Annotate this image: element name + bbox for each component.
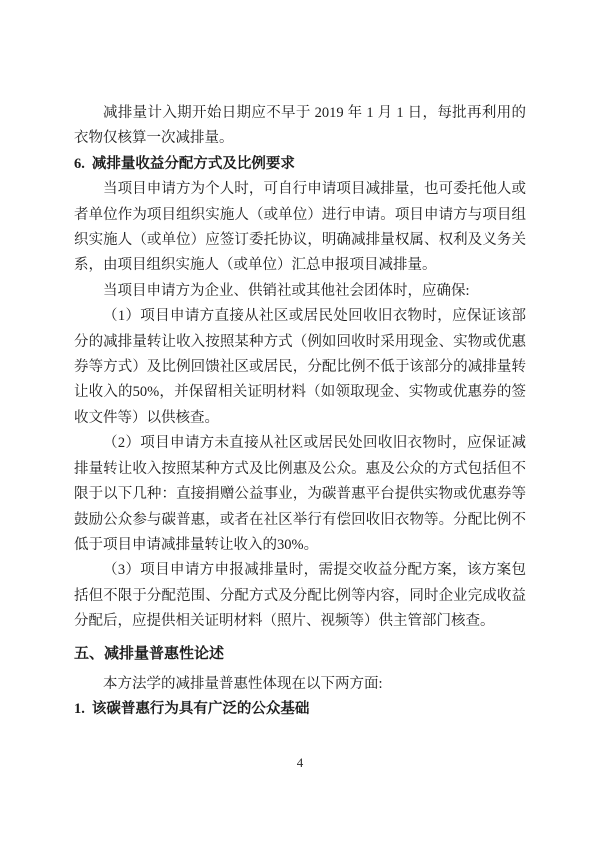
heading-public-basis xyxy=(74,697,526,722)
paragraph-crediting-period: 减排量计入期开始日期应不早于 2019 年 1 月 1 日，每批再利用的衣物仅核算一次减排量。 xyxy=(74,105,526,147)
paragraph-universality-intro: 本方法学的减排量普惠性体现在以下两方面: xyxy=(103,675,383,692)
page-content xyxy=(74,101,526,723)
heading-benefit-number: 6. xyxy=(74,155,85,172)
paragraph-item-2: （2）项目申请方未直接从社区或居民处回收旧衣物时，应保证减排量转让收入按照某种方式及比例惠及公众。惠及公众的方式包括但不限于以下几种：直接捐赠公益事业，为碳普惠平台提供实物或优惠券等鼓励公众参与碳普惠，或者在社区举行有偿回收旧衣物等。分配比例不低于项目申请减排量转让收入的30%。 xyxy=(74,435,526,553)
page-number: 4 xyxy=(296,755,304,770)
heading-benefit-text: 减排量收益分配方式及比例要求 xyxy=(91,155,295,172)
paragraph-item-3: （3）项目申请方申报减排量时，需提交收益分配方案，该方案包括但不限于分配范围、分配方式及分配比例等内容，同时企业完成收益分配后，应提供相关证明材料（照片、视频等）供主管部门核查。 xyxy=(74,562,526,630)
paragraph-item-1: （1）项目申请方直接从社区或居民处回收旧衣物时，应保证该部分的减排量转让收入按照某种方式（例如回收时采用现金、实物或优惠券等方式）及比例回馈社区或居民，分配比例不低于该部分的减排量转让收入的50%，并保留相关证明材料（如领取现金、实物或优惠券的签收文件等）以供核查。 xyxy=(74,308,526,426)
paragraph-individual-applicant: 当项目申请方为个人时，可自行申请项目减排量，也可委托他人或者单位作为项目组织实施人（或单位）进行申请。项目申请方与项目组织实施人（或单位）应签订委托协议，明确减排量权属、权利及义务关系，由项目组织实施人（或单位）汇总申报项目减排量。 xyxy=(74,181,526,274)
heading-section-five: 五、减排量普惠性论述 xyxy=(74,644,225,662)
heading-public-basis-text: 该碳普惠行为具有广泛的公众基础 xyxy=(91,701,310,718)
paragraph-organization-applicant: 当项目申请方为企业、供销社或其他社会团体时，应确保: xyxy=(103,282,470,299)
heading-public-basis-number: 1. xyxy=(74,701,85,718)
heading-benefit-distribution xyxy=(74,152,526,177)
